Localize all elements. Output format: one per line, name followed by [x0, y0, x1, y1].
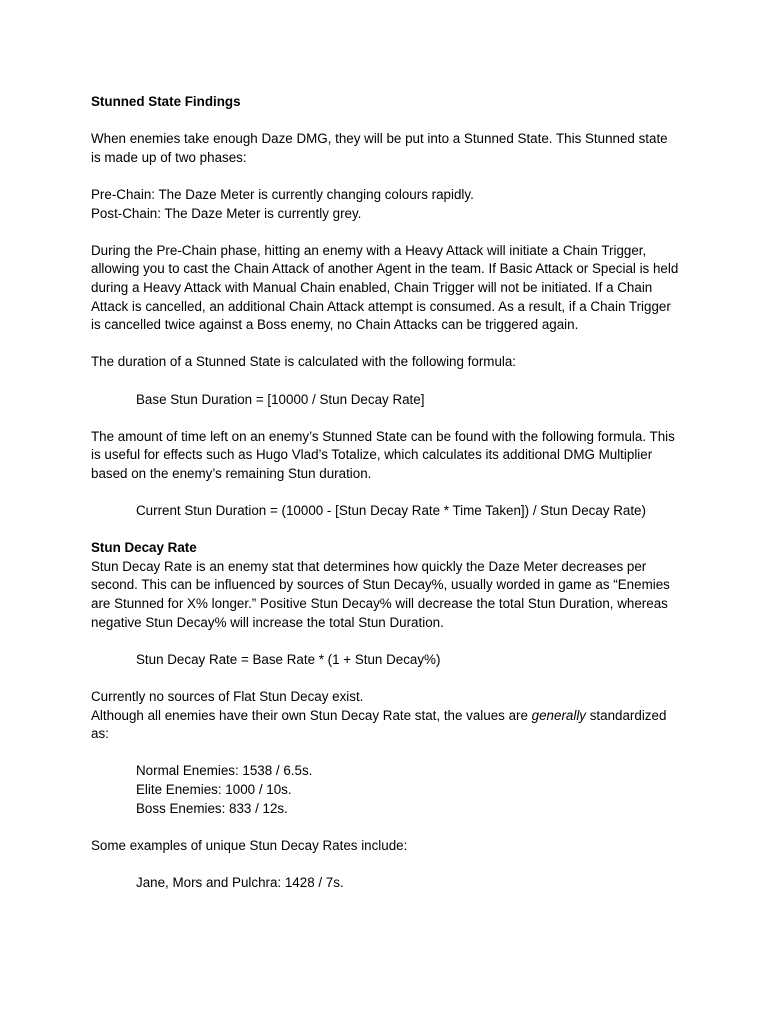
- current-stun-formula: Current Stun Duration = (10000 - [Stun Decay Rate * Time Taken]) / Stun Decay Rate): [136, 503, 646, 519]
- unique-rate-item: Jane, Mors and Pulchra: 1428 / 7s.: [136, 874, 344, 890]
- standardized-text-end: standardized as:: [91, 707, 667, 742]
- document-title: Stunned State Findings: [91, 94, 241, 109]
- intro-paragraph: When enemies take enough Daze DMG, they will be put into a Stunned State. This Stunned state is made up of two phases:: [91, 131, 668, 165]
- phase-post-chain: Post-Chain: The Daze Meter is currently grey.: [91, 205, 362, 221]
- spacer: [91, 223, 681, 242]
- standardized-text-start: Although all enemies have their own Stun Decay Rate stat, the values are: [91, 707, 532, 723]
- standardized-emphasis: generally: [531, 707, 586, 723]
- elite-enemies-value: Elite Enemies: 1000 / 10s.: [136, 781, 292, 797]
- spacer: [91, 483, 681, 502]
- normal-enemies-value: Normal Enemies: 1538 / 6.5s.: [136, 763, 313, 779]
- spacer: [91, 372, 681, 391]
- spacer: [91, 521, 681, 540]
- spacer: [91, 112, 681, 131]
- document-body: [91, 93, 681, 893]
- spacer: [91, 744, 681, 763]
- remaining-duration-paragraph: The amount of time left on an enemy’s Stunned State can be found with the following formula. This is useful for effects such as Hugo Vlad’s Totalize, which calculates its additional DMG Multiplier based on the enemy’s remaining Stun duration.: [91, 428, 675, 481]
- duration-intro: The duration of a Stunned State is calculated with the following formula:: [91, 354, 517, 370]
- stun-decay-formula: Stun Decay Rate = Base Rate * (1 + Stun Decay%): [136, 651, 441, 667]
- spacer: [91, 855, 681, 874]
- spacer: [91, 167, 681, 186]
- stun-decay-paragraph: Stun Decay Rate is an enemy stat that determines how quickly the Daze Meter decreases per second. This can be influenced by sources of Stun Decay%, usually worded in game as “Enemies are Stunned for X% longer.” Positive Stun Decay% will decrease the total Stun Duration, whereas negative Stun Decay% will increase the total Stun Duration.: [91, 558, 670, 630]
- spacer: [91, 632, 681, 651]
- spacer: [91, 669, 681, 688]
- spacer: [91, 335, 681, 354]
- boss-enemies-value: Boss Enemies: 833 / 12s.: [136, 800, 288, 816]
- phase-pre-chain: Pre-Chain: The Daze Meter is currently changing colours rapidly.: [91, 186, 474, 202]
- standardized-paragraph: [91, 707, 681, 744]
- stun-decay-heading: Stun Decay Rate: [91, 540, 197, 556]
- unique-rates-intro: Some examples of unique Stun Decay Rates include:: [91, 837, 408, 853]
- flat-decay-note: Currently no sources of Flat Stun Decay exist.: [91, 689, 364, 704]
- pre-chain-paragraph: During the Pre-Chain phase, hitting an enemy with a Heavy Attack will initiate a Chain Trigger, allowing you to cast the Chain Attack of another Agent in the team. If Basic Attack or Special is held during a Heavy Attack with Manual Chain enabled, Chain Trigger will not be initiated. If a Chain Attack is cancelled, an additional Chain Attack attempt is consumed. As a result, if a Chain Trigger is cancelled twice against a Boss enemy, no Chain Attacks can be triggered again.: [91, 242, 679, 333]
- base-stun-formula: Base Stun Duration = [10000 / Stun Decay Rate]: [136, 391, 425, 407]
- spacer: [91, 818, 681, 837]
- spacer: [91, 409, 681, 428]
